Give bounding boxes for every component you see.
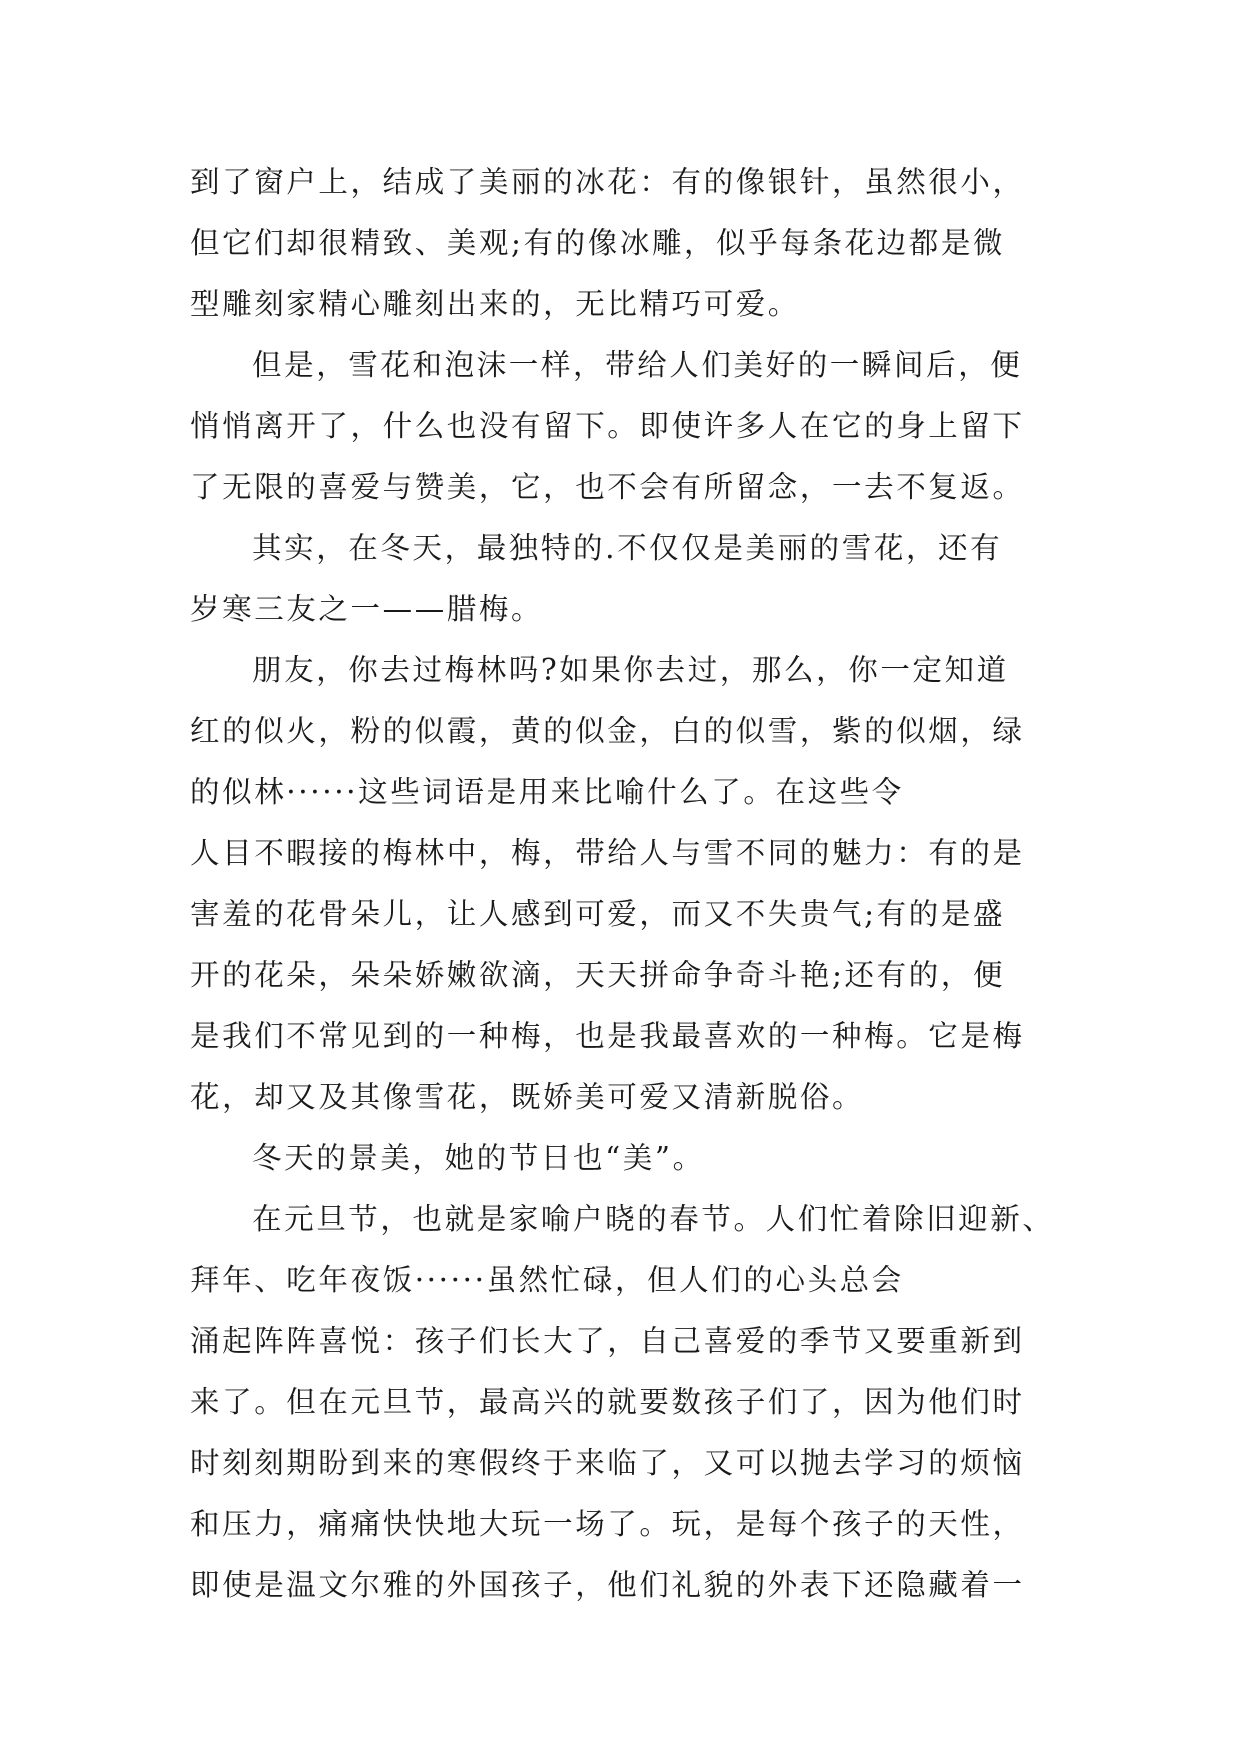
text-line: 涌起阵阵喜悦：孩子们长大了，自己喜爱的季节又要重新到 (190, 1324, 1025, 1358)
paragraph-start-line: 在元旦节，也就是家喻户晓的春节。人们忙着除旧迎新、 (252, 1202, 1055, 1236)
text-line: 是我们不常见到的一种梅，也是我最喜欢的一种梅。它是梅 (190, 1019, 1025, 1053)
text-line: 害羞的花骨朵儿，让人感到可爱，而又不失贵气;有的是盛 (190, 897, 1006, 931)
text-line: 但它们却很精致、美观;有的像冰雕，似乎每条花边都是微 (190, 226, 1006, 260)
text-line: 花，却又及其像雪花，既娇美可爱又清新脱俗。 (190, 1080, 865, 1114)
text-line: 来了。但在元旦节，最高兴的就要数孩子们了，因为他们时 (190, 1385, 1025, 1419)
text-line: 和压力，痛痛快快地大玩一场了。玩，是每个孩子的天性， (190, 1507, 1025, 1541)
text-line: 人目不暇接的梅林中，梅，带给人与雪不同的魅力：有的是 (190, 836, 1025, 870)
paragraph-start-line: 冬天的景美，她的节日也“美”。 (252, 1141, 705, 1175)
text-line: 岁寒三友之一——腊梅。 (190, 592, 544, 626)
paragraph-start-line: 其实，在冬天，最独特的.不仅仅是美丽的雪花，还有 (252, 531, 1003, 565)
paragraph-start-line: 但是，雪花和泡沫一样，带给人们美好的一瞬间后，便 (252, 348, 1023, 382)
text-line: 到了窗户上，结成了美丽的冰花：有的像银针，虽然很小， (190, 165, 1025, 199)
text-line: 时刻刻期盼到来的寒假终于来临了，又可以抛去学习的烦恼 (190, 1446, 1025, 1480)
text-line: 的似林······这些词语是用来比喻什么了。在这些令 (190, 775, 904, 809)
paragraph-start-line: 朋友，你去过梅林吗?如果你去过，那么，你一定知道 (252, 653, 1009, 687)
text-line: 了无限的喜爱与赞美，它，也不会有所留念，一去不复返。 (190, 470, 1025, 504)
body-text (190, 152, 1060, 1616)
text-line: 拜年、吃年夜饭······虽然忙碌，但人们的心头总会 (190, 1263, 904, 1297)
text-line: 即使是温文尔雅的外国孩子，他们礼貌的外表下还隐藏着一 (190, 1568, 1025, 1602)
text-line: 悄悄离开了，什么也没有留下。即使许多人在它的身上留下 (190, 409, 1025, 443)
text-line: 红的似火，粉的似霞，黄的似金，白的似雪，紫的似烟，绿 (190, 714, 1025, 748)
text-line: 型雕刻家精心雕刻出来的，无比精巧可爱。 (190, 287, 800, 321)
text-line: 开的花朵，朵朵娇嫩欲滴，天天拼命争奇斗艳;还有的，便 (190, 958, 1006, 992)
